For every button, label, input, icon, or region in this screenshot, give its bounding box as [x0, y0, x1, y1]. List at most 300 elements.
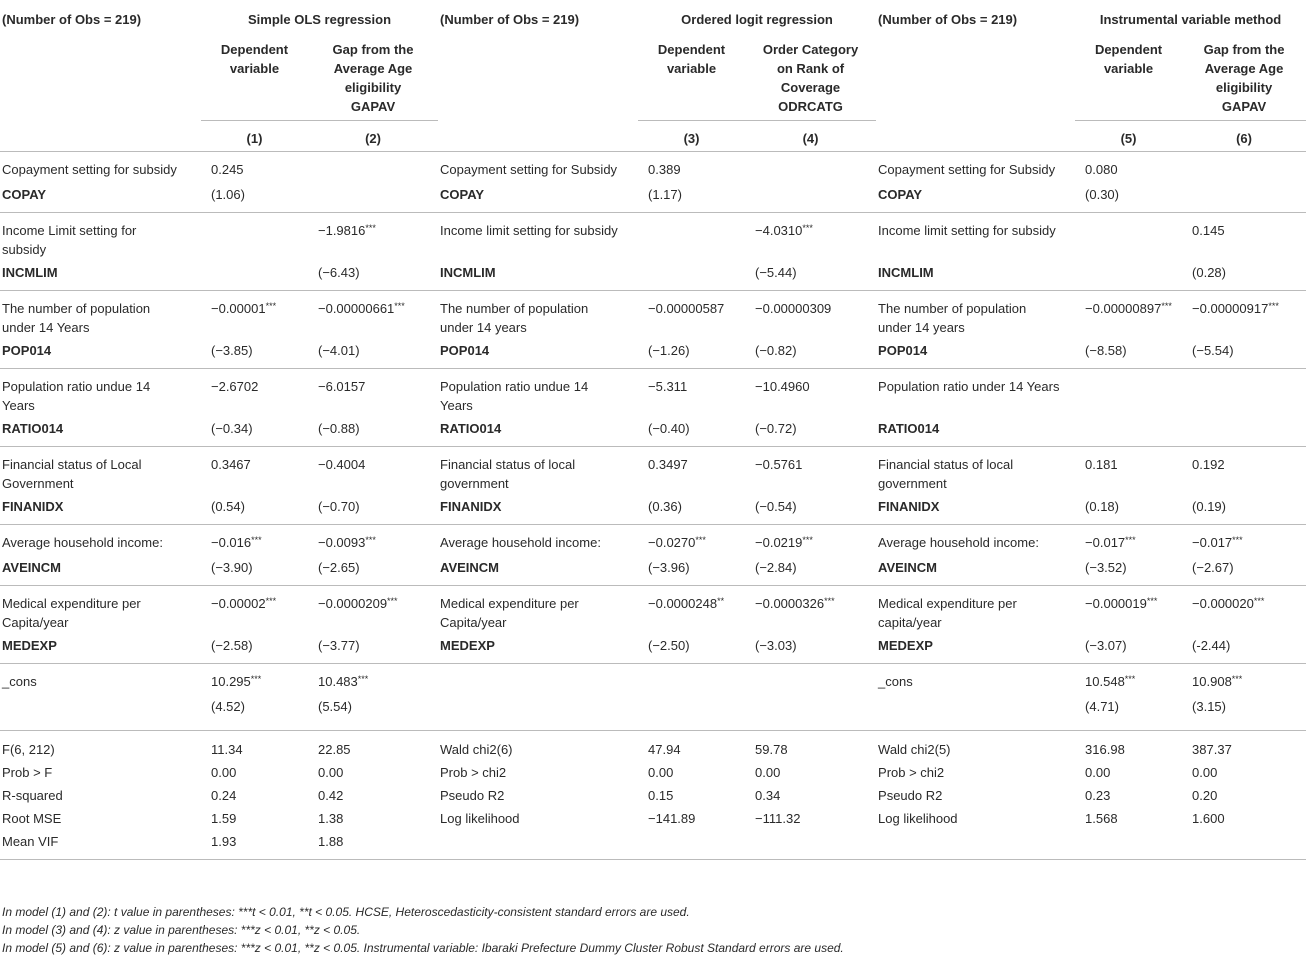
significance-stars: ***	[1124, 674, 1136, 684]
dependent-variable-header	[1075, 36, 1182, 121]
fit-statistic-value: 0.00	[755, 765, 781, 780]
significance-stars: ***	[1231, 674, 1243, 684]
variable-label	[438, 291, 638, 338]
fit-statistic-row	[0, 759, 1306, 782]
coefficient-value: −0.0000209	[318, 596, 388, 611]
statistic-row	[0, 632, 1306, 664]
statistic-row	[0, 691, 1306, 731]
fit-statistic-value: 1.88	[318, 834, 344, 849]
fit-statistic-value	[745, 828, 876, 860]
variable-label	[438, 664, 638, 692]
test-statistic: (1.17)	[648, 187, 682, 202]
variable-label-line: Copayment setting for Subsidy	[878, 162, 1056, 177]
variable-label	[0, 447, 201, 494]
test-statistic: (−1.26)	[648, 343, 690, 358]
variable-code: COPAY	[2, 187, 47, 202]
fit-statistic-label: Mean VIF	[2, 834, 59, 849]
variable-label-line: _cons	[878, 674, 913, 689]
test-statistic: (−0.72)	[755, 421, 797, 436]
coefficient-value: 10.908	[1192, 674, 1232, 689]
coefficient-cell	[1182, 447, 1306, 494]
variable-label-line: The number of population	[878, 301, 1027, 316]
header-spacer	[0, 36, 201, 121]
coefficient-value: −0.000019	[1085, 596, 1147, 611]
variable-label-line: under 14 years	[440, 320, 527, 335]
footnote: In model (3) and (4): z value in parentheses: ***z < 0.01, **z < 0.05.	[2, 923, 361, 937]
fit-statistic-label: F(6, 212)	[0, 731, 201, 760]
coefficient-value: −1.9816	[318, 223, 366, 238]
fit-statistic-value	[1075, 828, 1182, 860]
test-statistic: (4.52)	[211, 699, 245, 714]
fit-statistic-value: 0.15	[648, 788, 674, 803]
variable-code	[438, 691, 638, 731]
coefficient-value: −0.0093	[318, 535, 366, 550]
variable-label-line: Government	[2, 476, 74, 491]
fit-statistic-label: Wald chi2(6)	[438, 731, 638, 760]
significance-stars: ***	[1268, 301, 1279, 311]
statistic-row	[0, 259, 1306, 291]
footnote: In model (5) and (6): z value in parentheses: ***z < 0.01, **z < 0.05. Instrumental variable: Ibaraki Prefecture Dummy Cluster Robust Standard errors are used.	[2, 941, 844, 955]
dependent-variable-header	[201, 36, 308, 121]
coefficient-cell	[1182, 152, 1306, 180]
fit-statistic-value: 387.37	[1182, 731, 1306, 760]
variable-code: MEDEXP	[2, 638, 57, 653]
variable-label-line: Capita/year	[2, 615, 69, 630]
variable-label	[0, 152, 201, 180]
fit-statistic-value: 11.34	[201, 731, 308, 760]
fit-statistic-row	[0, 828, 1306, 860]
test-statistic: (0.30)	[1085, 187, 1119, 202]
dependent-header-line: Order Category	[762, 42, 859, 57]
coefficient-cell	[745, 447, 876, 494]
variable-label	[0, 664, 201, 692]
coefficient-cell	[1075, 152, 1182, 180]
fit-statistic-label: Root MSE	[2, 811, 62, 826]
coefficient-value: −0.00000661	[318, 301, 395, 316]
coefficient-value: −5.311	[648, 379, 688, 394]
variable-code: RATIO014	[878, 421, 940, 436]
fit-statistic-label: Log likelihood	[878, 811, 958, 826]
test-statistic: (0.18)	[1085, 499, 1119, 514]
dependent-header-line: GAPAV	[350, 99, 396, 114]
significance-stars: ***	[265, 301, 277, 311]
variable-label	[438, 213, 638, 260]
fit-statistic-label	[876, 828, 1075, 860]
coefficient-cell	[1182, 369, 1306, 416]
variable-row	[0, 213, 1306, 260]
column-number: (6)	[1236, 131, 1252, 146]
coefficient-cell	[308, 369, 438, 416]
fit-statistic-label: Prob > chi2	[440, 765, 507, 780]
dependent-header-line: variable	[1103, 61, 1154, 76]
coefficient-value: −0.0219	[755, 535, 803, 550]
footnote: In model (1) and (2): t value in parentheses: ***t < 0.01, **t < 0.05. HCSE, Heteroscedasticity-consistent standard errors are used.	[2, 905, 690, 919]
coefficient-value: 0.080	[1085, 162, 1118, 177]
test-statistic: (−2.58)	[211, 638, 253, 653]
significance-stars: ***	[365, 223, 376, 233]
header-spacer	[0, 121, 201, 152]
variable-label-line: Population ratio undue 14	[2, 379, 151, 394]
significance-stars: **	[717, 596, 725, 606]
variable-label	[876, 213, 1075, 260]
variable-row	[0, 525, 1306, 553]
test-statistic: (−3.03)	[755, 638, 797, 653]
variable-label	[876, 152, 1075, 180]
coefficient-cell	[1075, 213, 1182, 260]
significance-stars: ***	[1146, 596, 1158, 606]
variable-label-line: The number of population	[440, 301, 589, 316]
variable-label	[438, 369, 638, 416]
fit-statistic-value: 0.24	[211, 788, 237, 803]
method-title: Simple OLS regression	[247, 12, 392, 27]
test-statistic: (-2.44)	[1192, 638, 1231, 653]
coefficient-value: −10.4960	[755, 379, 810, 394]
significance-stars: ***	[365, 535, 376, 545]
significance-stars: ***	[357, 674, 369, 684]
test-statistic	[638, 691, 745, 731]
test-statistic: (1.06)	[211, 187, 245, 202]
dependent-header-line: Gap from the	[1203, 42, 1285, 57]
variable-label	[438, 447, 638, 494]
coefficient-value: −0.000020	[1192, 596, 1254, 611]
dependent-header-line: Average Age	[1204, 61, 1284, 76]
dependent-header-line: variable	[229, 61, 280, 76]
test-statistic: (−0.40)	[648, 421, 690, 436]
test-statistic: (0.19)	[1192, 499, 1226, 514]
coefficient-value: −0.00002	[211, 596, 266, 611]
test-statistic: (5.54)	[318, 699, 352, 714]
coefficient-cell	[638, 291, 745, 338]
variable-code: AVEINCM	[878, 560, 938, 575]
significance-stars: ***	[802, 535, 813, 545]
dependent-header-line: GAPAV	[1221, 99, 1267, 114]
variable-label	[0, 213, 201, 260]
fit-statistic-label	[438, 828, 638, 860]
fit-statistic-value: 1.38	[318, 811, 344, 826]
variable-label-line: _cons	[2, 674, 37, 689]
fit-statistic-label: Pseudo R2	[440, 788, 505, 803]
coefficient-value: −0.4004	[318, 457, 366, 472]
significance-stars: ***	[387, 596, 398, 606]
significance-stars: ***	[824, 596, 835, 606]
variable-row	[0, 447, 1306, 494]
coefficient-cell	[745, 152, 876, 180]
variable-label-line: Income Limit setting for	[2, 223, 137, 238]
variable-code	[876, 691, 1075, 731]
dependent-header-line: Average Age	[333, 61, 413, 76]
variable-label-line: Income limit setting for subsidy	[878, 223, 1056, 238]
variable-code: AVEINCM	[2, 560, 61, 575]
variable-label-line: Copayment setting for subsidy	[2, 162, 177, 177]
header-spacer	[876, 36, 1075, 121]
coefficient-value: −0.00000897	[1085, 301, 1162, 316]
significance-stars: ***	[1253, 596, 1265, 606]
test-statistic: (−0.82)	[755, 343, 797, 358]
variable-label-line: Financial status of Local	[2, 457, 142, 472]
variable-label-line: under 14 Years	[2, 320, 90, 335]
variable-label-line: government	[878, 476, 947, 491]
variable-label-line: subsidy	[2, 242, 47, 257]
test-statistic: (−0.54)	[755, 499, 797, 514]
coefficient-cell	[201, 664, 308, 692]
coefficient-value: 0.245	[211, 162, 244, 177]
fit-statistic-value: 47.94	[638, 731, 745, 760]
variable-label	[876, 369, 1075, 416]
variable-row	[0, 586, 1306, 633]
dependent-variable-header	[745, 36, 876, 121]
fit-statistic-label: R-squared	[2, 788, 63, 803]
variable-label	[876, 525, 1075, 553]
dependent-header-line: Coverage	[780, 80, 841, 95]
coefficient-cell	[308, 664, 438, 692]
variable-label	[438, 152, 638, 180]
variable-label	[0, 586, 201, 633]
coefficient-value: 10.483	[318, 674, 358, 689]
coefficient-cell	[745, 664, 876, 692]
coefficient-value: −2.6702	[211, 379, 259, 394]
test-statistic: (0.54)	[211, 499, 245, 514]
fit-statistic-value: 0.00	[211, 765, 237, 780]
dependent-header-line: Dependent	[220, 42, 289, 57]
variable-label-line: under 14 years	[878, 320, 965, 335]
dependent-header-line: ODRCATG	[778, 99, 843, 114]
variable-code: FINANIDX	[2, 499, 64, 514]
variable-label	[0, 525, 201, 553]
variable-row	[0, 152, 1306, 180]
fit-statistic-value: −111.32	[755, 811, 801, 826]
test-statistic	[1182, 415, 1306, 447]
variable-row	[0, 664, 1306, 692]
fit-statistic-value: 0.00	[1192, 765, 1218, 780]
significance-stars: ***	[802, 223, 813, 233]
variable-code: MEDEXP	[878, 638, 933, 653]
coefficient-cell	[201, 447, 308, 494]
obs-label: (Number of Obs = 219)	[2, 12, 142, 27]
column-number: (3)	[683, 131, 700, 146]
test-statistic: (3.15)	[1192, 699, 1226, 714]
variable-label-line: capita/year	[878, 615, 942, 630]
variable-code: COPAY	[440, 187, 485, 202]
coefficient-cell	[1182, 291, 1306, 338]
variable-label	[876, 664, 1075, 692]
coefficient-cell	[201, 152, 308, 180]
coefficient-cell	[638, 213, 745, 260]
fit-statistic-value: 0.20	[1192, 788, 1218, 803]
fit-statistic-row	[0, 731, 1306, 760]
test-statistic: (−8.58)	[1085, 343, 1127, 358]
significance-stars: ***	[250, 674, 262, 684]
coefficient-value: −6.0157	[318, 379, 366, 394]
variable-label-line: Financial status of local	[440, 457, 576, 472]
coefficient-value: 10.548	[1085, 674, 1125, 689]
coefficient-cell	[1075, 586, 1182, 633]
coefficient-cell	[745, 291, 876, 338]
dependent-header-line: on Rank of	[776, 61, 845, 76]
test-statistic	[1075, 259, 1182, 291]
fit-statistic-row	[0, 782, 1306, 805]
variable-label-line: Population ratio under 14 Years	[878, 379, 1060, 394]
significance-stars: ***	[251, 535, 262, 545]
coefficient-cell	[638, 152, 745, 180]
test-statistic: (−3.90)	[211, 560, 253, 575]
coefficient-value: 0.181	[1085, 457, 1118, 472]
coefficient-cell	[745, 586, 876, 633]
statistic-row	[0, 337, 1306, 369]
coefficient-cell	[1075, 664, 1182, 692]
coefficient-value: −0.00000309	[755, 301, 832, 316]
variable-label	[438, 586, 638, 633]
test-statistic	[308, 179, 438, 213]
variable-code: POP014	[440, 343, 490, 358]
method-title: Ordered logit regression	[681, 12, 833, 27]
coefficient-cell	[1075, 369, 1182, 416]
coefficient-cell	[201, 586, 308, 633]
coefficient-cell	[1182, 525, 1306, 553]
test-statistic: (−0.34)	[211, 421, 253, 436]
fit-statistic-value: 1.600	[1192, 811, 1225, 826]
table-footnotes	[2, 903, 844, 957]
coefficient-cell	[1075, 447, 1182, 494]
coefficient-cell	[308, 152, 438, 180]
fit-statistic-value	[638, 828, 745, 860]
method-title: Instrumental variable method	[1099, 12, 1282, 27]
coefficient-cell	[1182, 664, 1306, 692]
coefficient-cell	[308, 291, 438, 338]
obs-label: (Number of Obs = 219)	[878, 12, 1018, 27]
header-row-dependent	[0, 36, 1306, 121]
test-statistic: (−3.96)	[648, 560, 690, 575]
dependent-header-line: Dependent	[1094, 42, 1163, 57]
variable-code: RATIO014	[2, 421, 64, 436]
variable-label-line: government	[440, 476, 509, 491]
header-spacer	[876, 121, 1075, 152]
coefficient-cell	[638, 664, 745, 692]
coefficient-cell	[745, 369, 876, 416]
test-statistic: (0.36)	[648, 499, 682, 514]
variable-label	[876, 291, 1075, 338]
header-row-column-numbers	[0, 121, 1306, 152]
header-spacer	[438, 121, 638, 152]
coefficient-value: −0.0000326	[755, 596, 825, 611]
dependent-variable-header	[308, 36, 438, 121]
significance-stars: ***	[1232, 535, 1243, 545]
coefficient-cell	[745, 525, 876, 553]
fit-statistic-value: 1.568	[1085, 811, 1118, 826]
fit-statistic-value: 1.59	[211, 811, 237, 826]
coefficient-cell	[308, 447, 438, 494]
significance-stars: ***	[394, 301, 405, 311]
variable-code: AVEINCM	[440, 560, 499, 575]
fit-statistic-label: Pseudo R2	[878, 788, 943, 803]
variable-label-line: Years	[2, 398, 35, 413]
test-statistic: (−3.07)	[1085, 638, 1127, 653]
variable-label	[0, 291, 201, 338]
coefficient-value: 0.389	[648, 162, 681, 177]
coefficient-value: 0.192	[1192, 457, 1225, 472]
variable-label-line: Medical expenditure per	[440, 596, 579, 611]
coefficient-cell	[638, 369, 745, 416]
coefficient-cell	[201, 369, 308, 416]
test-statistic: (−6.43)	[318, 265, 360, 280]
variable-label	[0, 369, 201, 416]
test-statistic: (−2.67)	[1192, 560, 1234, 575]
coefficient-cell	[638, 525, 745, 553]
coefficient-value: −0.017	[1085, 535, 1126, 550]
coefficient-value: −0.016	[211, 535, 252, 550]
fit-statistic-value: 0.00	[648, 765, 674, 780]
variable-code: FINANIDX	[440, 499, 502, 514]
variable-code: INCMLIM	[440, 265, 496, 280]
obs-label: (Number of Obs = 219)	[440, 12, 580, 27]
variable-label-line: Medical expenditure per	[2, 596, 141, 611]
test-statistic: (4.71)	[1085, 699, 1119, 714]
coefficient-value: −0.0000248	[648, 596, 718, 611]
variable-code: POP014	[878, 343, 928, 358]
test-statistic: (−2.50)	[648, 638, 690, 653]
coefficient-cell	[308, 586, 438, 633]
variable-row	[0, 291, 1306, 338]
test-statistic: (−0.70)	[318, 499, 360, 514]
fit-statistic-label: Prob > chi2	[878, 765, 945, 780]
coefficient-value: −0.00000587	[648, 301, 725, 316]
statistic-row	[0, 415, 1306, 447]
coefficient-value: −0.5761	[755, 457, 803, 472]
fit-statistic-value: 316.98	[1075, 731, 1182, 760]
fit-statistic-value: 0.34	[755, 788, 781, 803]
variable-label-line: Average household income:	[878, 535, 1039, 550]
variable-code: INCMLIM	[2, 265, 58, 280]
dependent-header-line: eligibility	[344, 80, 402, 95]
fit-statistic-value: −141.89	[648, 811, 696, 826]
variable-label-line: The number of population	[2, 301, 151, 316]
test-statistic: (−3.52)	[1085, 560, 1127, 575]
variable-label-line: Income limit setting for subsidy	[440, 223, 618, 238]
coefficient-value: −0.00000917	[1192, 301, 1269, 316]
dependent-header-line: Gap from the	[332, 42, 414, 57]
test-statistic: (0.28)	[1192, 265, 1226, 280]
variable-label-line: Medical expenditure per	[878, 596, 1017, 611]
coefficient-value: 10.295	[211, 674, 251, 689]
statistic-row	[0, 552, 1306, 586]
test-statistic	[638, 259, 745, 291]
coefficient-cell	[1075, 291, 1182, 338]
variable-code: FINANIDX	[878, 499, 940, 514]
variable-code: MEDEXP	[440, 638, 495, 653]
coefficient-cell	[638, 586, 745, 633]
coefficient-cell	[745, 213, 876, 260]
header-spacer	[438, 36, 638, 121]
significance-stars: ***	[695, 535, 706, 545]
variable-label-line: Copayment setting for Subsidy	[440, 162, 618, 177]
coefficient-cell	[1182, 213, 1306, 260]
coefficient-cell	[308, 213, 438, 260]
test-statistic: (−5.44)	[755, 265, 797, 280]
fit-statistic-label: Wald chi2(5)	[876, 731, 1075, 760]
test-statistic: (−3.85)	[211, 343, 253, 358]
coefficient-value: −0.017	[1192, 535, 1233, 550]
significance-stars: ***	[265, 596, 277, 606]
variable-code: INCMLIM	[878, 265, 934, 280]
fit-statistic-value: 22.85	[308, 731, 438, 760]
fit-statistic-row	[0, 805, 1306, 828]
coefficient-cell	[1075, 525, 1182, 553]
fit-statistic-value: 0.23	[1085, 788, 1111, 803]
test-statistic	[745, 179, 876, 213]
fit-statistic-value: 0.00	[1085, 765, 1111, 780]
fit-statistic-label: Prob > F	[2, 765, 53, 780]
column-number: (2)	[365, 131, 381, 146]
coefficient-value: 0.3467	[211, 457, 251, 472]
